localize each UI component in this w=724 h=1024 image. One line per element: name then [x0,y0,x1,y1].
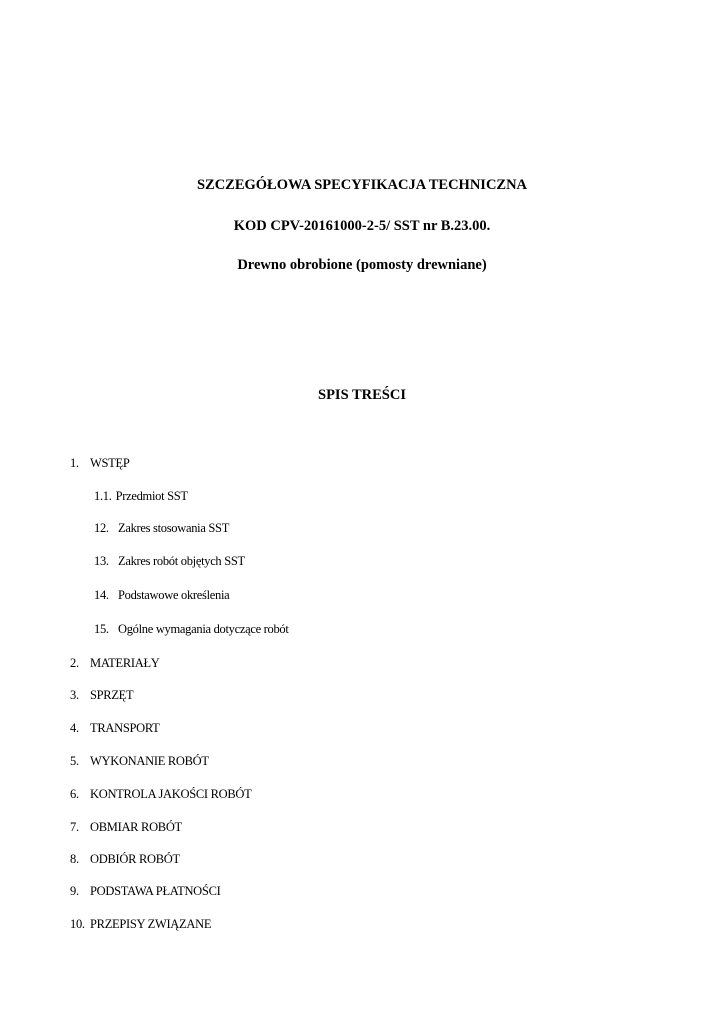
toc-item-1-1 [94,488,188,504]
toc-item-1 [70,455,129,471]
toc-item-number: 7. [70,820,79,834]
toc-item-label: WYKONANIE ROBÓT [90,754,209,768]
toc-item-label: Podstawowe określenia [118,588,230,602]
toc-item-label: Zakres robót objętych SST [118,554,245,568]
toc-item-number: 6. [70,787,79,801]
toc-item-label: PODSTAWA PŁATNOŚCI [90,884,221,898]
toc-item-number: 12. [94,521,109,535]
toc-item-1-3 [94,553,245,569]
toc-item-label: TRANSPORT [90,721,160,735]
toc-item-5 [70,753,209,769]
document-subject: Drewno obrobione (pomosty drewniane) [237,257,487,273]
toc-item-label: OBMIAR ROBÓT [90,820,182,834]
toc-item-label: MATERIAŁY [90,656,160,670]
toc-item-label: ODBIÓR ROBÓT [90,852,180,866]
toc-item-number: 3. [70,688,79,702]
toc-item-label: WSTĘP [90,456,130,470]
toc-item-label: SPRZĘT [90,688,134,702]
toc-item-label: Ogólne wymagania dotyczące robót [118,622,289,636]
toc-item-8 [70,851,180,867]
toc-item-label: KONTROLA JAKOŚCI ROBÓT [90,787,252,801]
toc-item-1-5 [94,621,289,637]
toc-item-number: 10. [70,917,85,931]
toc-item-number: 1. [70,456,79,470]
toc-item-number: 2. [70,656,79,670]
toc-item-number: 4. [70,721,79,735]
toc-item-7 [70,819,182,835]
toc-item-9 [70,883,220,899]
toc-item-number: 5. [70,754,79,768]
toc-item-number: 8. [70,852,79,866]
toc-item-number: 14. [94,588,109,602]
toc-item-label: PRZEPISY ZWIĄZANE [90,917,212,931]
toc-item-2 [70,655,160,671]
toc-item-10 [70,916,211,932]
toc-item-1-4 [94,587,229,603]
toc-item-number: 9. [70,884,79,898]
document-code: KOD CPV-20161000-2-5/ SST nr B.23.00. [233,218,491,234]
toc-item-number: 15. [94,622,109,636]
toc-item-label: Przedmiot SST [115,489,188,503]
toc-item-number: 13. [94,554,109,568]
document-title: SZCZEGÓŁOWA SPECYFIKACJA TECHNICZNA [196,177,528,193]
toc-item-4 [70,720,159,736]
toc-heading: SPIS TREŚCI [318,387,406,403]
toc-item-label: Zakres stosowania SST [118,521,230,535]
toc-item-number: 1.1. [94,489,112,503]
toc-item-6 [70,786,251,802]
toc-item-3 [70,687,133,703]
toc-item-1-2 [94,520,229,536]
